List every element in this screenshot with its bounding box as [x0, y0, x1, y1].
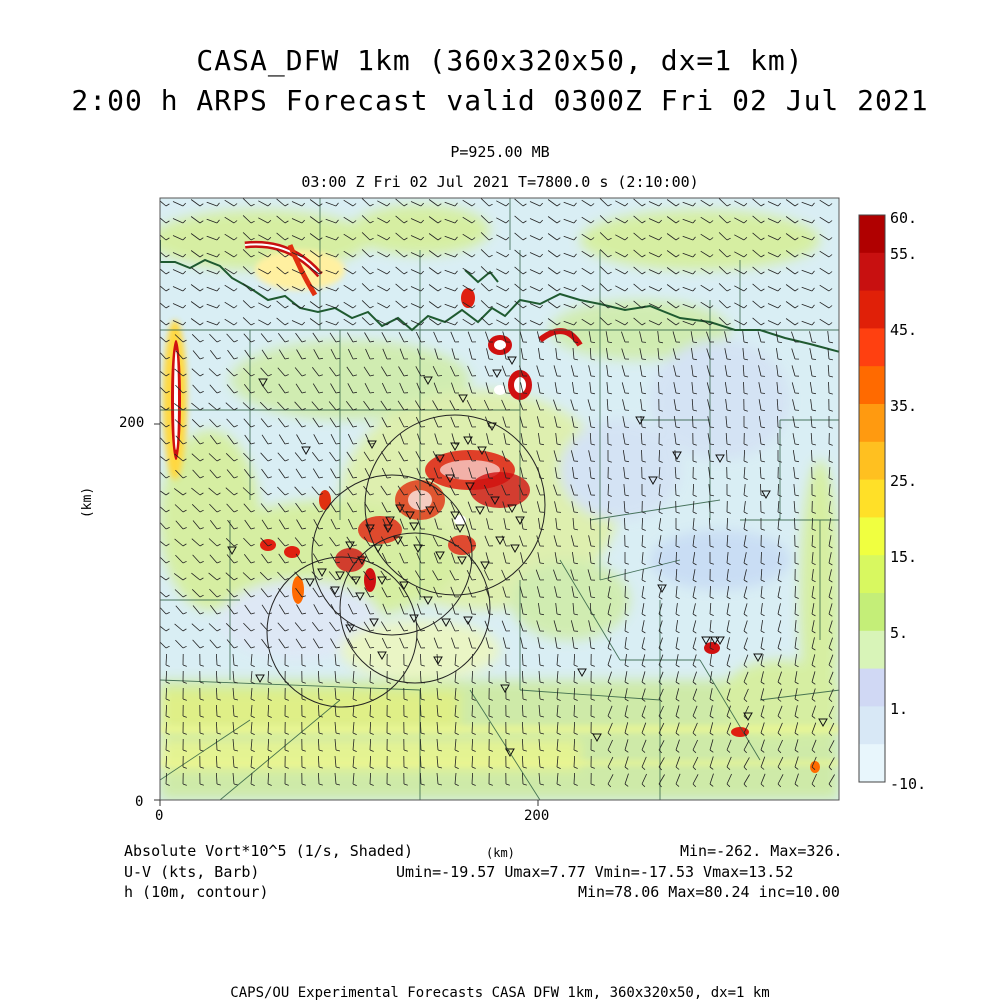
- y-axis-label: (km): [80, 487, 95, 518]
- wind-barb-flag: [472, 410, 476, 411]
- wind-barb: [693, 416, 694, 427]
- wind-barb-flag: [625, 427, 629, 428]
- colorbar-label-1: 1.: [890, 700, 908, 718]
- wind-barb-flag: [387, 563, 391, 564]
- colorbar-segment: [859, 291, 885, 329]
- legend-field1-stats: Min=-262. Max=326.: [680, 842, 843, 860]
- wind-barb-flag: [353, 614, 357, 615]
- wind-barb-flag: [472, 580, 476, 581]
- wind-barb-flag: [574, 512, 578, 513]
- pressure-level: P=925.00 MB: [0, 143, 1000, 161]
- colorbar-segment: [859, 631, 885, 669]
- wind-barb: [829, 382, 830, 393]
- wind-barb-flag: [727, 359, 731, 360]
- legend-x-unit: (km): [486, 846, 515, 860]
- wind-barb-flag: [438, 461, 442, 462]
- x-tick-0: 0: [155, 808, 163, 824]
- colorbar-segment: [859, 215, 885, 253]
- wind-barb-flag: [574, 427, 578, 428]
- colorbar-label-15: 15.: [890, 548, 917, 566]
- wind-barb-flag: [540, 648, 544, 649]
- colorbar-segment: [859, 517, 885, 555]
- colorbar-label-35: 35.: [890, 397, 917, 415]
- wind-barb-flag: [506, 444, 510, 445]
- colorbar-segment: [859, 366, 885, 404]
- colorbar-label-neg10: -10.: [890, 775, 926, 793]
- wind-barb-flag: [353, 359, 357, 360]
- colorbar-segment: [859, 669, 885, 707]
- wind-barb-flag: [438, 631, 442, 632]
- wind-barb-flag: [812, 359, 816, 360]
- wind-barb: [727, 450, 728, 461]
- legend-field2: U-V (kts, Barb): [124, 863, 259, 881]
- colorbar-label-45: 45.: [890, 321, 917, 339]
- colorbar-segment: [859, 442, 885, 480]
- wind-barb-flag: [540, 393, 544, 394]
- colorbar-segment: [859, 744, 885, 782]
- wind-barb-flag: [761, 393, 765, 394]
- wind-barb-flag: [642, 359, 646, 360]
- wind-barb: [744, 382, 745, 393]
- wind-barb-flag: [574, 342, 578, 343]
- wind-barb-flag: [353, 444, 357, 445]
- x-tick-200: 200: [524, 808, 549, 824]
- vorticity-field: [150, 198, 840, 800]
- legend-field3: h (10m, contour): [124, 883, 269, 901]
- wind-barb-flag: [676, 393, 680, 394]
- footer-credit: CAPS/OU Experimental Forecasts CASA DFW 1km, 360x320x50, dx=1 km: [0, 985, 1000, 1001]
- colorbar-segment: [859, 555, 885, 593]
- colorbar-segment: [859, 480, 885, 518]
- wind-barb-flag: [353, 529, 357, 530]
- wind-barb-flag: [540, 563, 544, 564]
- colorbar-label-60: 60.: [890, 209, 917, 227]
- wind-barb-flag: [710, 427, 714, 428]
- colorbar-label-5: 5.: [890, 624, 908, 642]
- colorbar-segment: [859, 253, 885, 291]
- wind-barb: [778, 416, 779, 427]
- wind-barb-flag: [387, 648, 391, 649]
- wind-barb: [761, 552, 762, 563]
- wind-barb-flag: [540, 478, 544, 479]
- wind-barb: [659, 382, 660, 393]
- wind-barb-flag: [472, 495, 476, 496]
- colorbar-segment: [859, 328, 885, 366]
- wind-barb-flag: [438, 546, 442, 547]
- wind-barb: [676, 552, 677, 563]
- colorbar: [859, 215, 885, 783]
- wind-barb-flag: [387, 393, 391, 394]
- wind-barb: [710, 586, 711, 597]
- wind-barb: [642, 450, 643, 461]
- wind-barb-flag: [438, 376, 442, 377]
- wind-barb-flag: [506, 614, 510, 615]
- wind-barb: [795, 586, 796, 597]
- legend-field1: Absolute Vort*10^5 (1/s, Shaded): [124, 842, 413, 860]
- main-title: CASA_DFW 1km (360x320x50, dx=1 km): [0, 44, 1000, 77]
- wind-barb: [625, 586, 626, 597]
- wind-barb: [608, 416, 609, 427]
- wind-barb: [812, 450, 813, 461]
- colorbar-label-25: 25.: [890, 472, 917, 490]
- y-tick-0: 0: [135, 794, 143, 810]
- legend-field3-stats: Min=78.06 Max=80.24 inc=10.00: [578, 883, 840, 901]
- legend-field2-stats: Umin=-19.57 Umax=7.77 Vmin=-17.53 Vmax=13.52: [396, 863, 793, 881]
- wind-barb-flag: [795, 427, 799, 428]
- time-info: 03:00 Z Fri 02 Jul 2021 T=7800.0 s (2:10:00): [0, 173, 1000, 191]
- y-tick-200: 200: [119, 415, 144, 431]
- wind-barb-flag: [506, 529, 510, 530]
- wind-barb-flag: [574, 597, 578, 598]
- colorbar-segment: [859, 593, 885, 631]
- colorbar-segment: [859, 706, 885, 744]
- forecast-subtitle: 2:00 h ARPS Forecast valid 0300Z Fri 02 Jul 2021: [0, 84, 1000, 117]
- wind-barb-flag: [387, 478, 391, 479]
- colorbar-label-55: 55.: [890, 245, 917, 263]
- colorbar-segment: [859, 404, 885, 442]
